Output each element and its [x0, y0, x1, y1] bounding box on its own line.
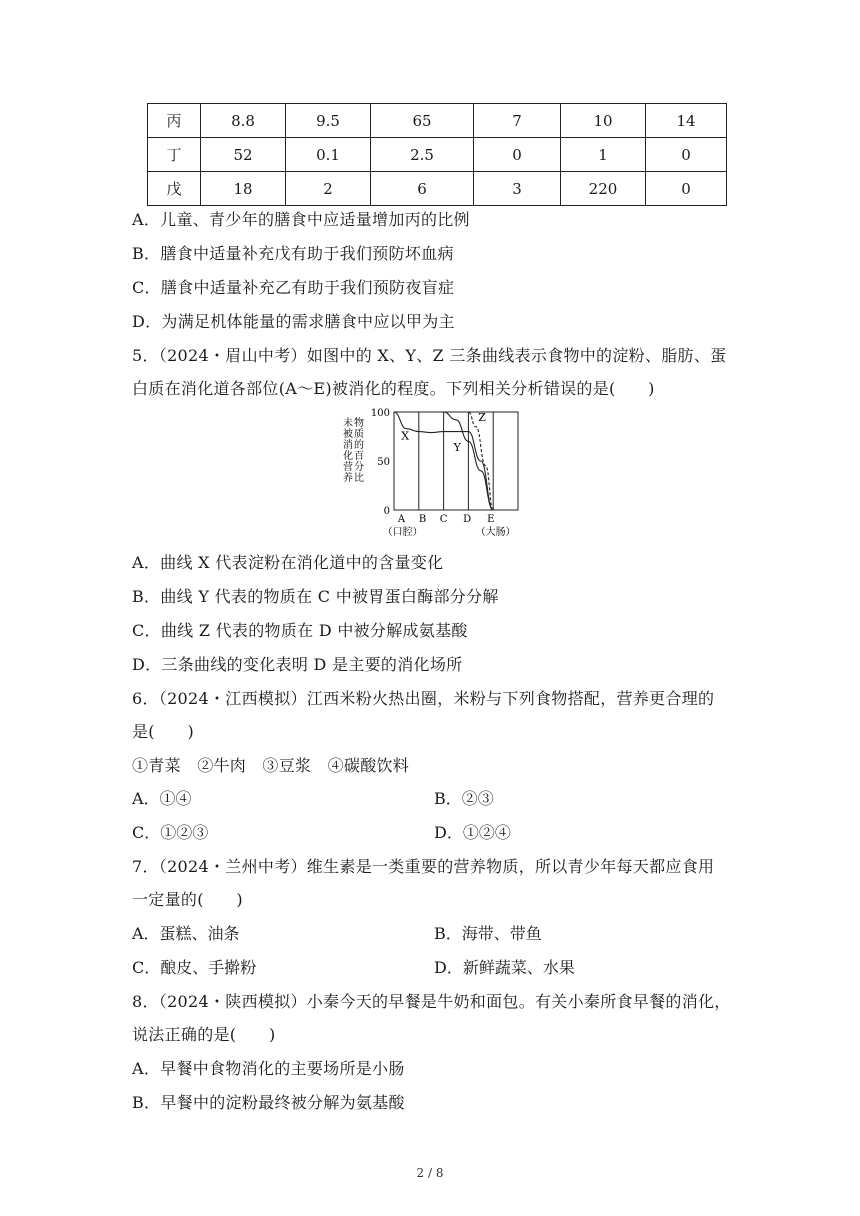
page-number: 2 / 8 [416, 1166, 444, 1180]
y-axis-label-char: 物 [354, 418, 364, 429]
x-tick-note: （大肠） [475, 527, 516, 538]
series-label-z: Z [478, 410, 486, 424]
q7-stem-line2: 一定量的( ) [132, 890, 243, 909]
q5-stem-line1: 5．（2024・眉山中考）如图中的 X、Y、Z 三条曲线表示食物中的淀粉、脂肪、蛋 [132, 346, 727, 365]
q4-option-d: D．为满足机体能量的需求膳食中应以甲为主 [132, 312, 455, 331]
table-cell: 65 [371, 104, 474, 138]
q6-option-d: D．①②④ [434, 823, 511, 842]
table-cell: 1 [561, 138, 646, 172]
table-cell: 220 [561, 172, 646, 206]
y-tick-label: 50 [377, 457, 390, 468]
table-row-label: 丙 [148, 104, 201, 138]
q7-option-b: B．海带、带鱼 [434, 924, 542, 943]
chart-frame [394, 412, 518, 510]
table-cell: 9.5 [286, 104, 371, 138]
q8-stem-line1: 8．（2024・陕西模拟）小秦今天的早餐是牛奶和面包。有关小秦所食早餐的消化， [132, 992, 731, 1011]
q5-stem-line2: 白质在消化道各部位(A～E)被消化的程度。下列相关分析错误的是( ) [132, 379, 655, 398]
table-cell: 6 [371, 172, 474, 206]
x-tick-label: D [463, 514, 472, 525]
table-row-label: 戊 [148, 172, 201, 206]
table-cell: 0.1 [286, 138, 371, 172]
q4-option-a: A．儿童、青少年的膳食中应适量增加丙的比例 [132, 210, 470, 229]
series-label-y: Y [453, 441, 461, 455]
table-cell: 0 [646, 138, 727, 172]
q8-stem-line2: 说法正确的是( ) [132, 1025, 276, 1044]
x-tick-note: （口腔） [382, 527, 423, 538]
q7-stem-line1: 7．（2024・兰州中考）维生素是一类重要的营养物质，所以青少年每天都应食用 [132, 857, 715, 876]
y-axis-label-char: 养 [343, 473, 353, 484]
y-axis-label-char: 未 [343, 418, 353, 429]
y-axis-label-char: 化 [343, 451, 353, 462]
digestion-chart [335, 402, 535, 550]
q5-option-c: C．曲线 Z 代表的物质在 D 中被分解成氨基酸 [132, 621, 468, 640]
q4-option-b: B．膳食中适量补充戊有助于我们预防坏血病 [132, 244, 454, 263]
table-row [148, 172, 727, 206]
q6-stem-line2: 是( ) [132, 722, 194, 741]
q7-option-c: C．酿皮、手擀粉 [132, 958, 257, 977]
table-cell: 2.5 [371, 138, 474, 172]
x-tick-label: C [439, 514, 448, 525]
table-row-label: 丁 [148, 138, 201, 172]
table-cell: 2 [286, 172, 371, 206]
q5-option-d: D．三条曲线的变化表明 D 是主要的消化场所 [132, 655, 463, 674]
q6-items: ①青菜 ②牛肉 ③豆浆 ④碳酸饮料 [132, 756, 410, 775]
table-cell: 0 [474, 138, 561, 172]
table-row [148, 104, 727, 138]
y-axis-label-char: 比 [354, 473, 364, 484]
y-axis-label-char: 消 [343, 440, 353, 451]
table-row [148, 138, 727, 172]
table-cell: 8.8 [201, 104, 286, 138]
q8-option-a: A．早餐中食物消化的主要场所是小肠 [132, 1059, 405, 1078]
x-tick-label: B [418, 514, 427, 525]
y-tick-label: 0 [383, 506, 390, 517]
q7-option-d: D．新鲜蔬菜、水果 [434, 958, 575, 977]
nutrient-table [147, 103, 727, 206]
y-axis-label-char: 分 [354, 462, 364, 473]
y-axis-label-char: 被 [343, 429, 353, 440]
y-axis-label-char: 营 [343, 462, 353, 473]
y-tick-label: 100 [370, 408, 390, 419]
q6-option-a: A．①④ [132, 789, 192, 808]
q5-option-a: A．曲线 X 代表淀粉在消化道中的含量变化 [132, 553, 444, 572]
table-cell: 3 [474, 172, 561, 206]
q6-stem-line1: 6．（2024・江西模拟）江西米粉火热出圈，米粉与下列食物搭配，营养更合理的 [132, 689, 715, 708]
table-cell: 52 [201, 138, 286, 172]
q7-option-a: A．蛋糕、油条 [132, 924, 240, 943]
x-tick-label: E [487, 514, 495, 525]
x-tick-label: A [397, 514, 406, 525]
table-cell: 0 [646, 172, 727, 206]
y-axis-label-char: 质 [354, 429, 364, 440]
y-axis-label-char: 的 [354, 440, 364, 451]
series-label-x: X [401, 429, 410, 443]
q8-option-b: B．早餐中的淀粉最终被分解为氨基酸 [132, 1093, 405, 1112]
table-cell: 10 [561, 104, 646, 138]
q4-option-c: C．膳食中适量补充乙有助于我们预防夜盲症 [132, 278, 455, 297]
table-cell: 18 [201, 172, 286, 206]
q6-option-c: C．①②③ [132, 823, 209, 842]
q5-option-b: B．曲线 Y 代表的物质在 C 中被胃蛋白酶部分分解 [132, 587, 499, 606]
table-cell: 14 [646, 104, 727, 138]
q6-option-b: B．②③ [434, 789, 494, 808]
y-axis-label-char: 百 [354, 451, 364, 462]
table-cell: 7 [474, 104, 561, 138]
